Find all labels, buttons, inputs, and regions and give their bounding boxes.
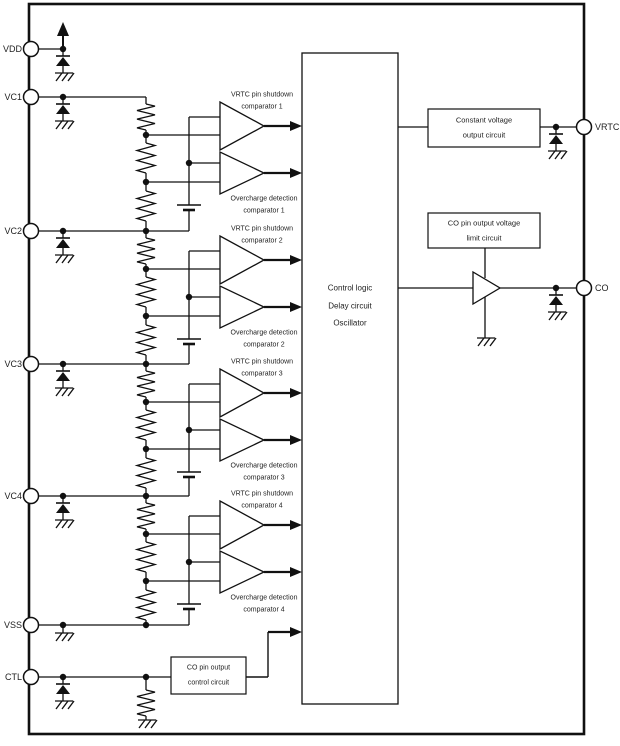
resistor-icon	[137, 542, 155, 572]
ground-icon	[561, 312, 567, 320]
overcharge-comparator-2	[220, 286, 264, 328]
ground-icon	[68, 255, 74, 263]
co-control-label: control circuit	[187, 679, 230, 687]
arrowhead-icon	[290, 168, 302, 178]
constant-voltage-label: Constant voltage	[455, 115, 513, 125]
comparator-label: comparator 4	[241, 502, 283, 510]
resistor-icon	[137, 410, 155, 440]
co-control-label: CO pin output	[186, 664, 231, 672]
comparator-label: comparator 2	[243, 341, 285, 349]
pin-vc2	[24, 224, 39, 239]
comparator-label: comparator 1	[241, 103, 283, 111]
arrowhead-icon	[290, 567, 302, 577]
output-buffer	[473, 272, 500, 304]
pin-vss	[24, 618, 39, 633]
ground-icon	[490, 338, 496, 346]
comparator-label: Overcharge detection	[230, 594, 298, 602]
ground-icon	[68, 73, 74, 81]
comparator-label: comparator 4	[243, 606, 285, 614]
pin-label-co: CO	[595, 283, 609, 293]
resistor-icon	[137, 590, 155, 620]
pin-label-vss: VSS	[3, 620, 22, 630]
diode-icon	[549, 296, 563, 305]
ground-icon	[68, 520, 74, 528]
ground-icon	[56, 701, 62, 709]
control-logic-label: Delay circuit	[328, 301, 372, 311]
overcharge-comparator-1	[220, 152, 264, 194]
ground-icon	[561, 151, 567, 159]
pin-vc3	[24, 357, 39, 372]
comparator-label: VRTC pin shutdown	[230, 91, 294, 99]
ground-icon	[62, 520, 68, 528]
pin-label-vc2: VC2	[4, 226, 22, 236]
ground-icon	[68, 121, 74, 129]
comparator-label: comparator 3	[241, 370, 283, 378]
constant-voltage-label: output circuit	[462, 130, 506, 140]
control-logic-label: Oscillator	[333, 318, 367, 328]
ground-icon	[151, 720, 157, 728]
comparator-label: comparator 2	[241, 237, 283, 245]
diode-icon	[56, 372, 70, 381]
resistor-icon	[137, 238, 155, 264]
pin-label-ctl: CTL	[4, 672, 22, 682]
arrowhead-icon	[290, 627, 302, 637]
diode-icon	[56, 105, 70, 114]
resistor-icon	[137, 143, 155, 173]
pin-label-vc4: VC4	[4, 491, 22, 501]
resistor-icon	[137, 325, 155, 355]
ground-icon	[62, 121, 68, 129]
pin-label-vc3: VC3	[4, 359, 22, 369]
ground-icon	[56, 73, 62, 81]
ground-icon	[62, 388, 68, 396]
resistor-icon	[137, 503, 155, 529]
control-logic-label: Control logic	[327, 283, 373, 293]
diode-icon	[56, 57, 70, 66]
ground-icon	[62, 255, 68, 263]
arrowhead-icon	[290, 520, 302, 530]
ground-icon	[478, 338, 484, 346]
pin-vc1	[24, 90, 39, 105]
resistor-icon	[137, 191, 155, 221]
supply-arrow-icon	[57, 22, 69, 36]
comparator-label: VRTC pin shutdown	[230, 358, 294, 366]
overcharge-comparator-4	[220, 551, 264, 593]
ground-icon	[56, 388, 62, 396]
ground-icon	[555, 151, 561, 159]
comparator-label: comparator 1	[243, 207, 285, 215]
resistor-icon	[137, 277, 155, 307]
ground-icon	[555, 312, 561, 320]
arrowhead-icon	[290, 121, 302, 131]
ground-icon	[56, 633, 62, 641]
diode-icon	[549, 135, 563, 144]
pin-label-vrtc: VRTC	[595, 122, 620, 132]
comparator-label: Overcharge detection	[230, 462, 298, 470]
resistor-icon	[137, 371, 155, 397]
overcharge-comparator-3	[220, 419, 264, 461]
comparator-label: Overcharge detection	[230, 329, 298, 337]
arrowhead-icon	[290, 435, 302, 445]
resistor-icon	[137, 690, 155, 716]
pin-vrtc	[577, 120, 592, 135]
ground-icon	[62, 633, 68, 641]
diode-icon	[56, 239, 70, 248]
ground-icon	[62, 701, 68, 709]
ground-icon	[68, 388, 74, 396]
ground-icon	[56, 520, 62, 528]
pin-vc4	[24, 489, 39, 504]
control-logic-block	[302, 53, 398, 704]
comparator-label: comparator 3	[243, 474, 285, 482]
resistor-icon	[137, 458, 155, 488]
ground-icon	[56, 121, 62, 129]
comparator-label: VRTC pin shutdown	[230, 490, 294, 498]
arrowhead-icon	[290, 255, 302, 265]
co-control-block	[171, 657, 246, 694]
ground-icon	[68, 701, 74, 709]
ground-icon	[484, 338, 490, 346]
comparator-label: Overcharge detection	[230, 195, 298, 203]
co-limit-label: limit circuit	[466, 233, 502, 243]
pin-label-vdd: VDD	[2, 44, 22, 54]
ground-icon	[139, 720, 145, 728]
ground-icon	[68, 633, 74, 641]
diode-icon	[56, 685, 70, 694]
ground-icon	[549, 151, 555, 159]
ground-icon	[145, 720, 151, 728]
diode-icon	[56, 504, 70, 513]
pin-ctl	[24, 670, 39, 685]
co-limit-label: CO pin output voltage	[447, 218, 521, 228]
ground-icon	[62, 73, 68, 81]
pin-co	[577, 281, 592, 296]
comparator-label: VRTC pin shutdown	[230, 225, 294, 233]
resistor-icon	[137, 104, 155, 130]
arrowhead-icon	[290, 302, 302, 312]
pin-vdd	[24, 42, 39, 57]
arrowhead-icon	[290, 388, 302, 398]
ground-icon	[56, 255, 62, 263]
pin-label-vc1: VC1	[4, 92, 22, 102]
ground-icon	[549, 312, 555, 320]
